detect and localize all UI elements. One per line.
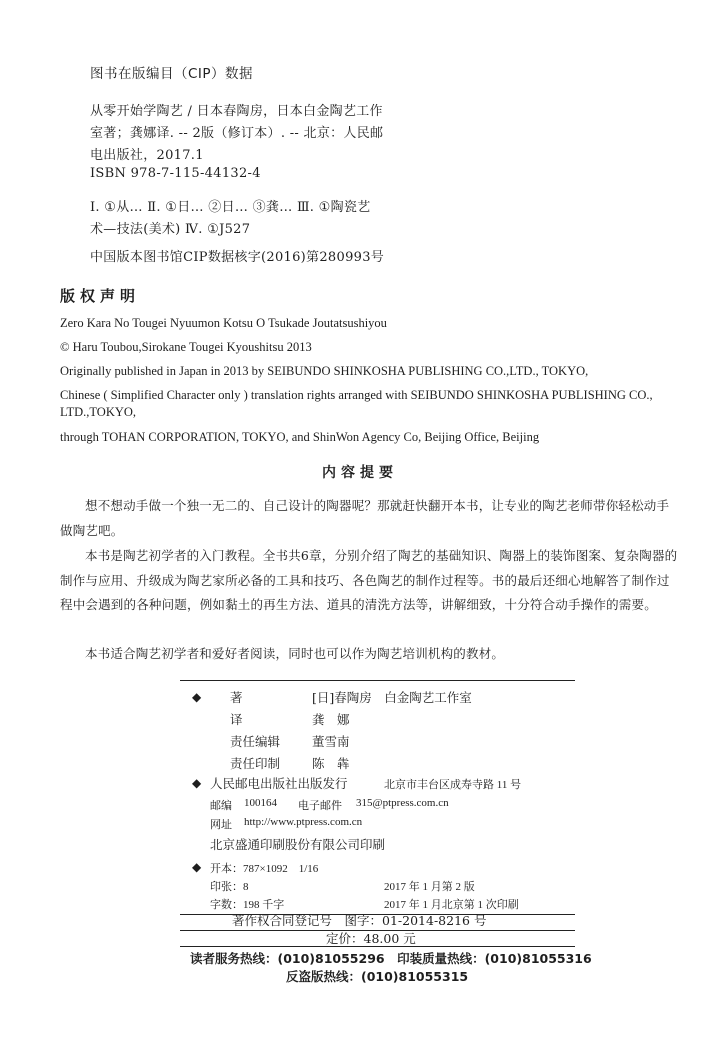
printing: 2017 年 1 月北京第 1 次印刷 <box>384 899 519 911</box>
summary-title: 内容提要 <box>322 465 398 481</box>
author-label: 著 <box>230 690 243 705</box>
price: 定价：48.00 元 <box>326 931 416 946</box>
cip-classification: Ⅰ. ①从… Ⅱ. ①日… ②日… ③龚… Ⅲ. ①陶瓷艺 <box>90 200 371 215</box>
cip-line: 电出版社，2017.1 <box>90 148 204 163</box>
copyright-line: through TOHAN CORPORATION, TOKYO, and ShinWon Agency Co, Beijing Office, Beijing <box>60 430 540 444</box>
postcode-label: 邮编 <box>210 800 232 812</box>
copyright-line: Chinese ( Simplified Character only ) translation rights arranged with SEIBUNDO SHINKOSHA PUBLISHING CO., <box>60 388 653 402</box>
translator-value: 龚 娜 <box>312 712 350 727</box>
email-label: 电子邮件 <box>298 800 342 812</box>
divider <box>180 680 575 681</box>
summary-paragraph: 想不想动手做一个独一无二的、自己设计的陶器呢？那就赶快翻开本书，让专业的陶艺老师带你轻松动手做陶艺吧。 <box>60 498 670 538</box>
divider <box>180 946 575 947</box>
cip-line: 从零开始学陶艺 / 日本春陶房，日本白金陶艺工作 <box>90 104 383 119</box>
author-value: [日]春陶房 白金陶艺工作室 <box>312 690 472 705</box>
service-hotline: 读者服务热线：(010)81055296 印装质量热线：(010)81055316 <box>190 951 592 966</box>
summary-paragraph: 本书是陶艺初学者的入门教程。全书共6章，分别介绍了陶艺的基础知识、陶器上的装饰图案、复杂陶器的制作与应用、升级成为陶艺家所必备的工具和技巧、各色陶艺的制作过程等。书的最后还细心地解答了制作过程中会遇到的各种问题，例如黏土的再生方法、道具的清洗方法等，讲解细致，十分符合动手操作的需要。 <box>60 548 678 612</box>
copyright-title: 版权声明 <box>60 287 141 305</box>
cip-record-number: 中国版本图书馆CIP数据核字(2016)第280993号 <box>90 250 385 265</box>
editor-label: 责任编辑 <box>230 734 281 749</box>
copyright-line: LTD.,TOKYO, <box>60 405 137 419</box>
email-value: 315@ptpress.com.cn <box>356 797 449 809</box>
bullet-icon: ◆ <box>192 690 202 704</box>
cip-line: 室著；龚娜译. -- 2版（修订本）. -- 北京：人民邮 <box>90 126 384 141</box>
copyright-line: Originally published in Japan in 2013 by SEIBUNDO SHINKOSHA PUBLISHING CO.,LTD., TOKYO, <box>60 364 589 378</box>
publisher: 人民邮电出版社出版发行 <box>210 776 348 791</box>
cip-heading: 图书在版编目（CIP）数据 <box>90 66 254 82</box>
website-label: 网址 <box>210 819 232 831</box>
cip-isbn: ISBN 978-7-115-44132-4 <box>90 166 261 181</box>
contract-registration: 著作权合同登记号 图字：01-2014-8216 号 <box>232 913 487 928</box>
copyright-line: Zero Kara No Tougei Nyuumon Kotsu O Tsukade Joutatsushiyou <box>60 316 387 330</box>
edition: 2017 年 1 月第 2 版 <box>384 881 475 893</box>
copyright-line: © Haru Toubou,Sirokane Tougei Kyoushitsu 2013 <box>60 340 312 354</box>
website-value: http://www.ptpress.com.cn <box>244 816 363 828</box>
editor-value: 董雪南 <box>312 734 350 749</box>
antipiracy-hotline: 反盗版热线：(010)81055315 <box>286 969 469 984</box>
format: 开本：787×1092 1/16 <box>210 863 319 875</box>
word-count: 字数：198 千字 <box>210 899 285 911</box>
sheets: 印张：8 <box>210 881 249 893</box>
summary-paragraph: 本书适合陶艺初学者和爱好者阅读，同时也可以作为陶艺培训机构的教材。 <box>85 646 505 661</box>
bullet-icon: ◆ <box>192 776 202 790</box>
translator-label: 译 <box>230 712 243 727</box>
cip-classification: 术—技法(美术) Ⅳ. ①J527 <box>90 222 251 237</box>
print-manager-label: 责任印制 <box>230 756 281 771</box>
postcode-value: 100164 <box>244 797 277 809</box>
bullet-icon: ◆ <box>192 860 202 874</box>
print-manager-value: 陈 犇 <box>312 756 350 771</box>
printer: 北京盛通印刷股份有限公司印刷 <box>210 837 386 852</box>
publisher-address: 北京市丰台区成寿寺路 11 号 <box>384 779 522 791</box>
